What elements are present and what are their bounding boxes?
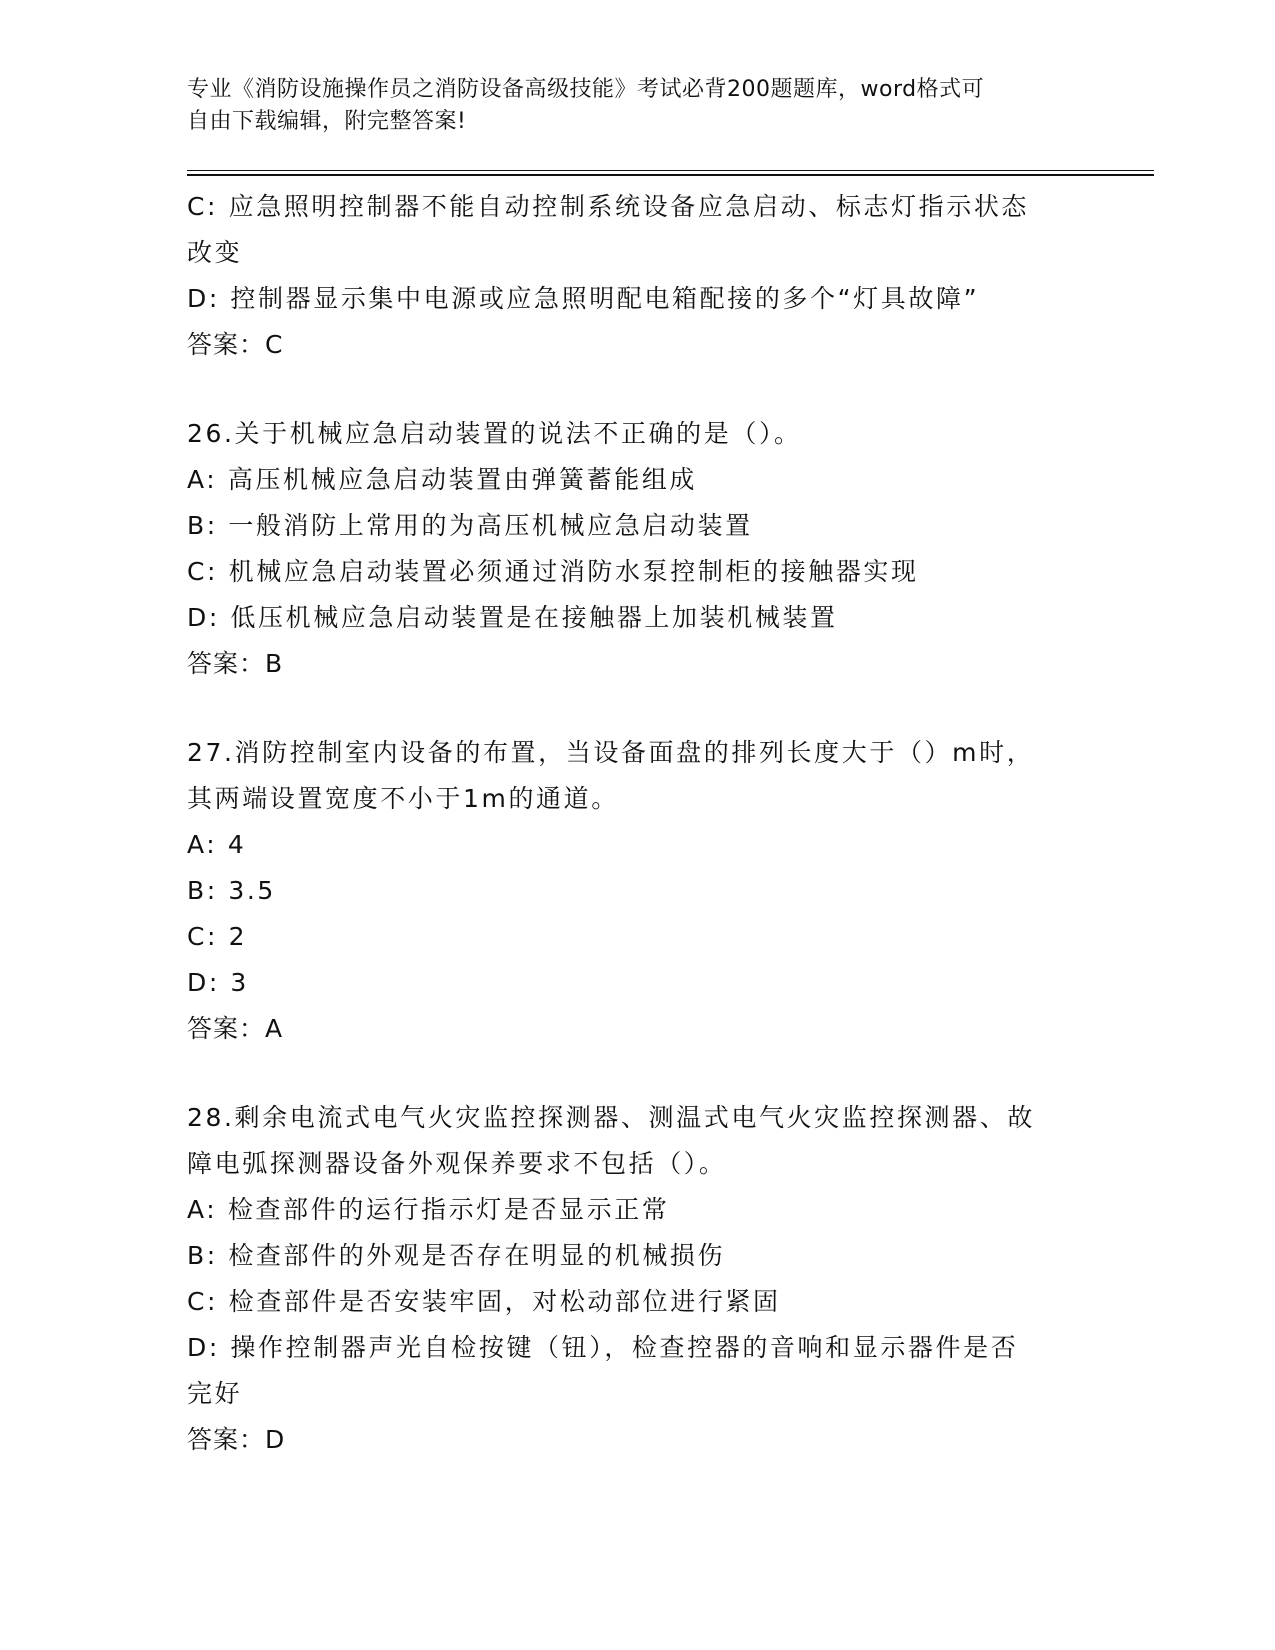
option-a: A: 检查部件的运行指示灯是否显示正常 (187, 1195, 670, 1224)
header-rule-thick (187, 174, 1154, 176)
answer-label: 答案：C (187, 330, 284, 359)
question-content (187, 184, 1087, 1463)
header-line-2: 自由下载编辑，附完整答案! (187, 109, 467, 134)
answer-label: 答案：B (187, 649, 284, 678)
option-a: A: 4 (187, 830, 247, 859)
option-a: A: 高压机械应急启动装置由弹簧蓄能组成 (187, 465, 698, 494)
option-d-line-2: 完好 (187, 1379, 243, 1408)
question-stem-line-2: 其两端设置宽度不小于1m的通道。 (187, 784, 619, 813)
page-header (187, 74, 1087, 138)
option-d-line-1: D: 操作控制器声光自检按键（钮），检查控器的音响和显示器件是否 (187, 1333, 1019, 1362)
option-c-line-1: C: 应急照明控制器不能自动控制系统设备应急启动、标志灯指示状态 (187, 192, 1030, 221)
answer-label: 答案：D (187, 1425, 286, 1454)
option-d: D: 控制器显示集中电源或应急照明配电箱配接的多个“灯具故障” (187, 284, 980, 313)
question-stem-line-2: 障电弧探测器设备外观保养要求不包括（）。 (187, 1149, 727, 1178)
header-rule-thin (187, 170, 1154, 171)
option-b: B: 检查部件的外观是否存在明显的机械损伤 (187, 1241, 726, 1270)
question-26 (187, 411, 1087, 687)
prev-question (187, 184, 1087, 368)
option-c: C: 机械应急启动装置必须通过消防水泵控制柜的接触器实现 (187, 557, 919, 586)
answer-label: 答案：A (187, 1014, 284, 1043)
option-c: C: 检查部件是否安装牢固，对松动部位进行紧固 (187, 1287, 781, 1316)
option-d: D: 3 (187, 968, 249, 997)
header-line-1: 专业《消防设施操作员之消防设备高级技能》考试必背200题题库，word格式可 (187, 77, 985, 102)
spacer (187, 368, 1087, 411)
question-stem: 26.关于机械应急启动装置的说法不正确的是（）。 (187, 419, 802, 448)
option-b: B: 3.5 (187, 876, 276, 905)
spacer (187, 687, 1087, 730)
option-c: C: 2 (187, 922, 248, 951)
question-27 (187, 730, 1087, 1052)
question-stem-line-1: 28.剩余电流式电气火灾监控探测器、测温式电气火灾监控探测器、故 (187, 1103, 1035, 1132)
option-c-line-2: 改变 (187, 238, 243, 267)
spacer (187, 1052, 1087, 1095)
question-28 (187, 1095, 1087, 1463)
option-b: B: 一般消防上常用的为高压机械应急启动装置 (187, 511, 753, 540)
option-d: D: 低压机械应急启动装置是在接触器上加装机械装置 (187, 603, 838, 632)
question-stem-line-1: 27.消防控制室内设备的布置，当设备面盘的排列长度大于（）m时， (187, 738, 1035, 767)
